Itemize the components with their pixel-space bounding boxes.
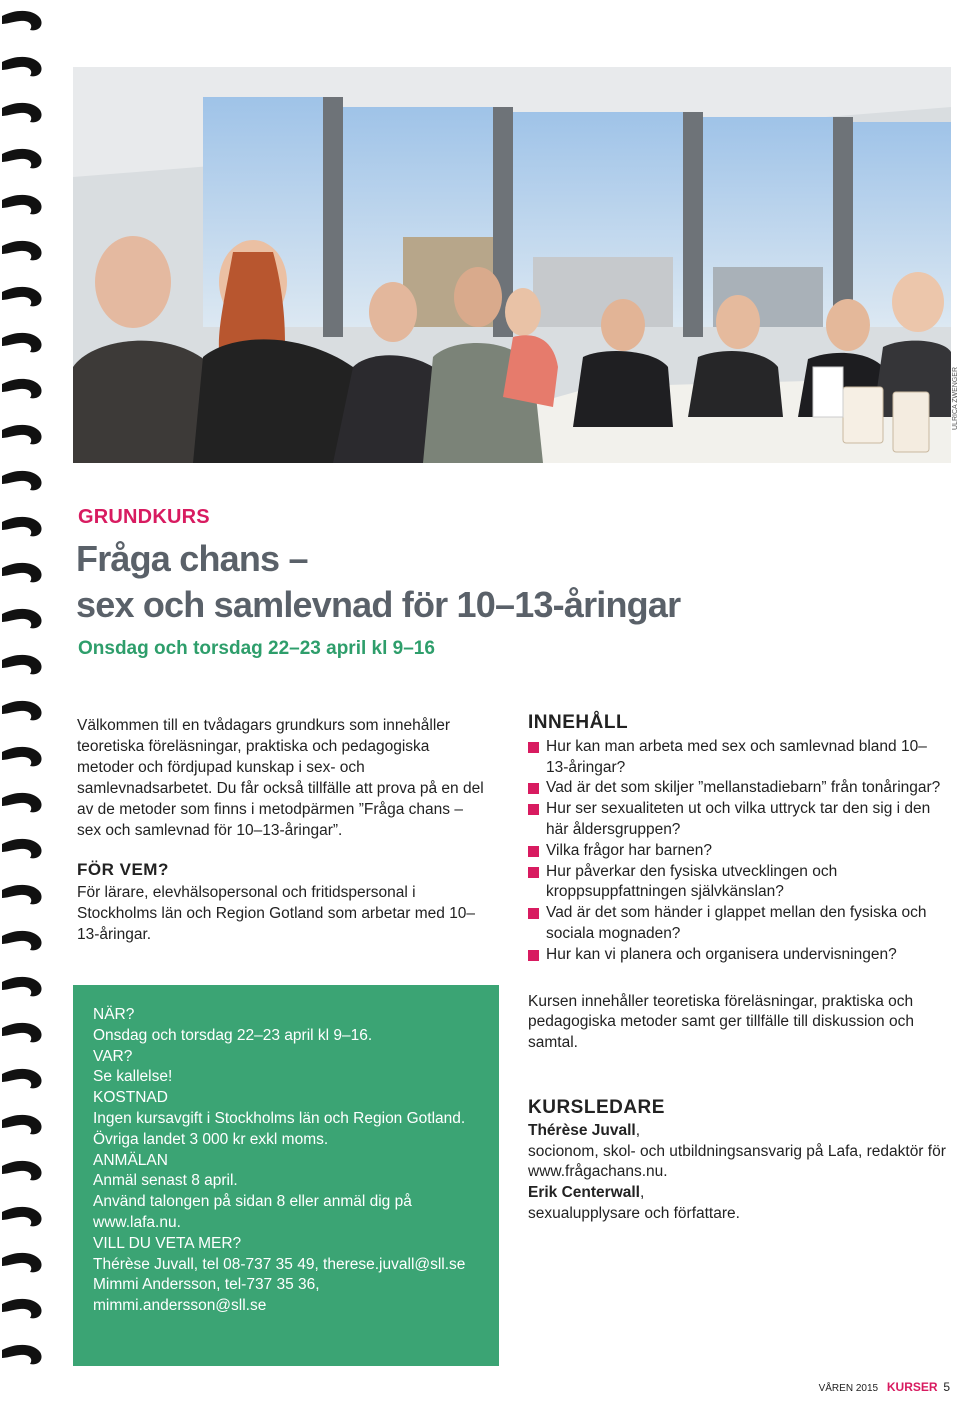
title-line-2: sex och samlevnad för 10–13-åringar [76,584,681,625]
more-info-label: VILL DU VETA MER? [93,1234,242,1252]
spiral-binding [0,0,48,1398]
list-item [528,862,948,904]
list-item-text: Vilka frågor har barnen? [546,841,713,859]
page-footer [819,1380,950,1394]
registration-deadline: Anmäl senast 8 april. [93,1172,238,1190]
photo-credit: ULRICA ZWENGER [952,366,959,430]
content-summary: Kursen innehåller teoretiska föreläsningar, praktiska och pedagogiska metoder samt ger tillfälle till diskussion och samtal. [528,992,914,1052]
list-item [528,737,948,779]
leader-name: Erik Centerwall [528,1184,640,1202]
cost-label: KOSTNAD [93,1089,168,1107]
intro-text: Välkommen till en tvådagars grundkurs som innehåller teoretiska föreläsningar, praktiska och pedagogiska metoder och fördjupad kunskap i sex- och samlevnadsarbetet. Du får också tillfälle att prova på en del av de metoder som finns i metodpärmen ”Fråga chans – sex och samlevnad för 10–13-åringar”. [77,717,484,839]
cost-value: Ingen kursavgift i Stockholms län och Region Gotland. Övriga landet 3 000 kr exkl moms. [93,1109,466,1148]
list-item-text: Vad är det som skiljer ”mellanstadiebarn” från tonåringar? [546,779,941,797]
where-value: Se kallelse! [93,1068,173,1086]
bullet-square-icon [528,783,539,794]
course-dates: Onsdag och torsdag 22–23 april kl 9–16 [78,638,435,659]
list-item-text: Hur kan man arbeta med sex och samlevnad bland 10–13-åringar? [546,737,927,776]
when-label: NÄR? [93,1006,135,1023]
contact-andersson: Mimmi Andersson, tel-737 35 36, mimmi.andersson@sll.se [93,1276,320,1315]
when-value: Onsdag och torsdag 22–23 april kl 9–16. [93,1026,373,1044]
list-item [528,903,948,945]
content-column [528,713,948,1225]
footer-brand: KURSER [886,1380,938,1394]
info-box [73,985,499,1366]
list-item [528,841,948,862]
leader-juvall: Thérèse Juvall, [528,1121,641,1139]
leader-centerwall: Erik Centerwall, [528,1184,645,1202]
intro-column [77,715,487,945]
footer-season: VÅREN 2015 [818,1383,879,1394]
title-line-1: Fråga chans – [76,538,308,579]
list-item-text: Hur ser sexualiteten ut och vilka uttryck tar den sig i den här åldersgruppen? [546,800,931,838]
bullet-square-icon [528,846,539,857]
list-item [528,799,948,841]
list-item [528,778,948,799]
bullet-square-icon [528,804,539,815]
for-whom-heading: FÖR VEM? [77,860,169,879]
page-title [76,536,680,628]
registration-label: ANMÄLAN [93,1151,168,1169]
leader-name: Thérèse Juvall [528,1121,636,1139]
page-number: 5 [943,1380,950,1394]
leader-description: sexualupplysare och författare. [528,1204,740,1222]
bullet-square-icon [528,908,539,919]
contact-juvall: Thérèse Juvall, tel 08-737 35 49, therese.juvall@sll.se [93,1255,466,1273]
list-item-text: Vad är det som händer i glappet mellan den fysiska och sociala mognaden? [546,904,927,942]
content-heading: INNEHÅLL [528,712,629,733]
registration-instructions: Använd talongen på sidan 8 eller anmäl dig på www.lafa.nu. [93,1193,412,1231]
leaders-heading: KURSLEDARE [528,1096,665,1118]
bullet-square-icon [528,742,539,753]
where-label: VAR? [93,1047,133,1065]
list-item-text: Hur påverkar den fysiska utvecklingen och kroppsuppfattningen självkänslan? [546,862,838,901]
for-whom-text: För lärare, elevhälsopersonal och fritidspersonal i Stockholms län och Region Gotland som arbetar med 10–13-åringar. [77,884,476,943]
leader-description: socionom, skol- och utbildningsansvarig på Lafa, redaktör för www.frågachans.nu. [528,1142,946,1181]
course-kicker: GRUNDKURS [78,506,210,528]
content-list [528,737,948,966]
bullet-square-icon [528,950,539,961]
list-item-text: Hur kan vi planera och organisera undervisningen? [546,945,897,963]
group-photo [73,67,951,463]
bullet-square-icon [528,867,539,878]
list-item [528,945,948,966]
